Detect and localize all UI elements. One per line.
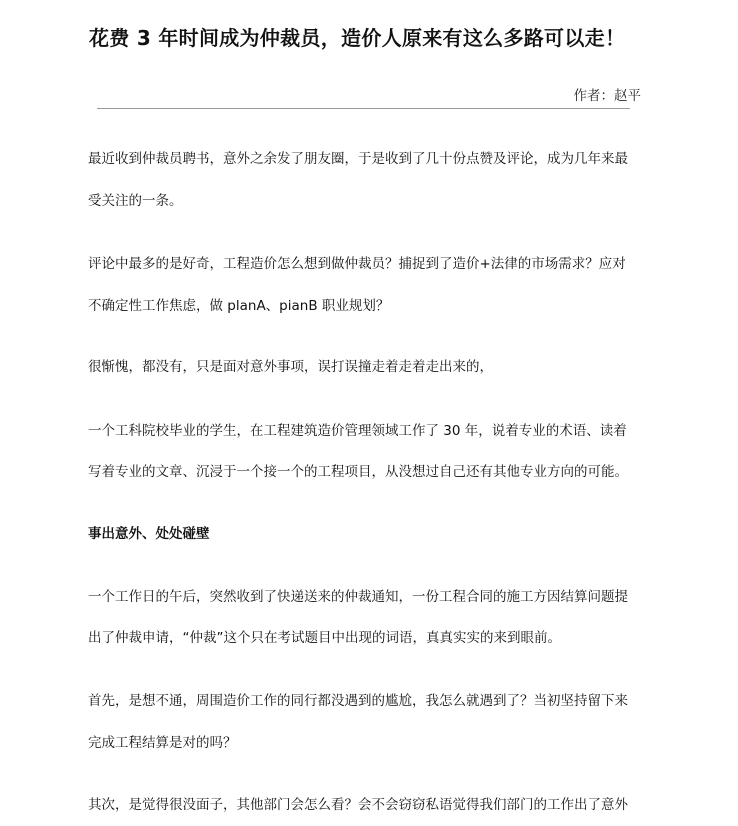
section-heading: 事出意外、处处碰壁 xyxy=(88,526,210,542)
paragraph-line: 不确定性工作焦虑，做 planA、pianB 职业规划？ xyxy=(88,298,390,314)
paragraph-line: 其次，是觉得很没面子，其他部门会怎么看？会不会窃窃私语觉得我们部门的工作出了意外 xyxy=(88,797,628,813)
paragraph-line: 很惭愧，都没有，只是面对意外事项，误打误撞走着走着走出来的， xyxy=(88,359,493,375)
paragraph-line: 出了仲裁申请，“仲裁”这个只在考试题目中出现的词语，真真实实的来到眼前。 xyxy=(88,630,561,646)
paragraph-line: 首先，是想不通，周围造价工作的同行都没遇到的尴尬，我怎么就遇到了？当初坚持留下来 xyxy=(88,693,628,709)
paragraph-line: 写着专业的文章、沉浸于一个接一个的工程项目，从没想过自己还有其他专业方向的可能。 xyxy=(88,464,628,480)
article-title: 花费 3 年时间成为仲裁员，造价人原来有这么多路可以走！ xyxy=(89,26,626,50)
article-author: 作者：赵平 xyxy=(573,88,641,104)
paragraph-line: 一个工科院校毕业的学生，在工程建筑造价管理领域工作了 30 年，说着专业的术语、读着 xyxy=(88,423,627,439)
paragraph-line: 受关注的一条。 xyxy=(88,193,183,209)
paragraph-line: 评论中最多的是好奇，工程造价怎么想到做仲裁员？捕捉到了造价+法律的市场需求？应对 xyxy=(88,256,626,272)
paragraph-line: 完成工程结算是对的吗？ xyxy=(88,735,237,751)
paragraph-line: 一个工作日的午后，突然收到了快递送来的仲裁通知，一份工程合同的施工方因结算问题提 xyxy=(88,589,628,605)
title-divider xyxy=(97,108,630,109)
paragraph-line: 最近收到仲裁员聘书，意外之余发了朋友圈，于是收到了几十份点赞及评论，成为几年来最 xyxy=(88,151,628,167)
